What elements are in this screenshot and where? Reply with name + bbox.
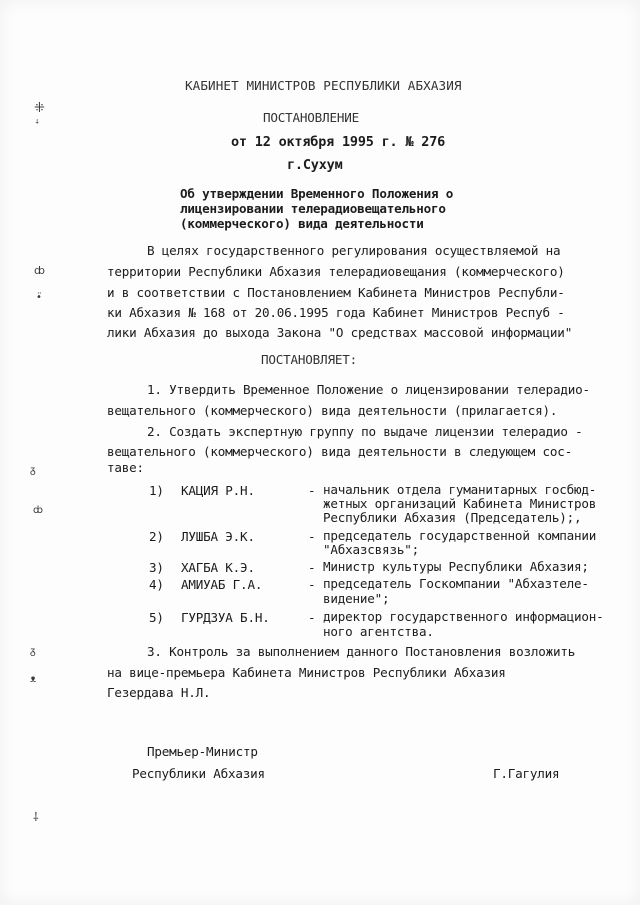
member-name: КАЦИЯ Р.Н. [181,483,255,498]
member-number: 5) [149,610,164,625]
preamble-line: и в соответствии с Постановлением Кабинета Министров Республи- [107,285,565,300]
member-dash: - [308,529,316,544]
preamble-line: лики Абхазия до выхода Закона "О средствах массовой информации" [107,325,573,340]
member-name: ХАГБА К.Э. [181,560,255,575]
margin-mark: ȸ [33,505,43,516]
subject-line: (коммерческого) вида деятельности [180,216,424,231]
member-number: 3) [149,560,164,575]
margin-mark: •̈ [36,292,42,303]
item-2-line: таве: [107,460,144,475]
subject-line: Об утверждении Временного Положения о [180,186,454,201]
member-role-line: Министр культуры Республики Абхазия; [323,559,589,574]
member-role-line: директор государственного информацион- [323,609,604,624]
member-role-line: ного агентства. [323,624,434,639]
signatory-title: Премьер-Министр [147,744,258,759]
member-role-line: жетных организаций Кабинета Министров [323,496,597,511]
cabinet-heading: КАБИНЕТ МИНИСТРОВ РЕСПУБЛИКИ АБХАЗИЯ [185,78,462,93]
item-1-line: вещательного (коммерческого) вида деятельности (прилагается). [107,403,558,418]
margin-mark: ᵹ [30,646,36,657]
preamble-line: В целях государственного регулирования осуществляемой на [147,243,561,258]
member-role-line: "Абхазсвязь"; [323,542,419,557]
document-type: ПОСТАНОВЛЕНИЕ [263,110,359,125]
member-role-line: председатель Госкомпании "Абхазтеле- [323,576,589,591]
member-dash: - [308,610,316,625]
item-3-line: на вице-премьера Кабинета Министров Республики Абхазия [107,665,506,680]
margin-mark: ⸸ [33,810,39,824]
margin-mark: ᵹ [30,465,36,476]
city: г.Сухум [287,157,343,173]
member-role-line: Республики Абхазия (Председатель);, [323,510,582,525]
item-3-line: Гезердава Н.Л. [107,685,211,700]
subject-line: лицензировании телерадиовещательного [180,201,446,216]
item-2-line: 2. Создать экспертную группу по выдаче лицензии телерадио - [147,424,583,439]
signatory-title: Республики Абхазия [132,766,265,781]
member-role-line: видение"; [323,591,390,606]
item-2-line: вещательного (коммерческого) вида деятельности в следующем сос- [107,444,573,459]
member-role-line: начальник отдела гуманитарных госбюд- [323,482,597,497]
member-name: ГУРДЗУА Б.Н. [181,610,270,625]
document-date-number: от 12 октября 1995 г. № 276 [231,134,446,150]
member-dash: - [308,483,316,498]
margin-mark: ⁜ [34,101,45,116]
item-3-line: 3. Контроль за выполнением данного Постановления возложить [147,644,576,659]
member-dash: - [308,560,316,575]
item-1-line: 1. Утвердить Временное Положение о лицензировании телерадио- [147,382,590,397]
member-name: АМИУАБ Г.А. [181,577,263,592]
member-number: 1) [149,483,164,498]
margin-mark: ᴥ [30,674,37,685]
margin-mark: ȸ [34,264,45,277]
preamble-line: ки Абхазия № 168 от 20.06.1995 года Кабинет Министров Респуб - [107,305,565,320]
signatory-name: Г.Гагулия [493,766,560,781]
margin-mark: ꜜ [35,117,40,130]
preamble-line: территории Республики Абхазия телерадиовещания (коммерческого) [107,264,565,279]
resolves-heading: ПОСТАНОВЛЯЕТ: [261,352,357,367]
member-number: 4) [149,577,164,592]
member-number: 2) [149,529,164,544]
member-dash: - [308,577,316,592]
member-role-line: председатель государственной компании [323,528,597,543]
member-name: ЛУШБА Э.К. [181,529,255,544]
